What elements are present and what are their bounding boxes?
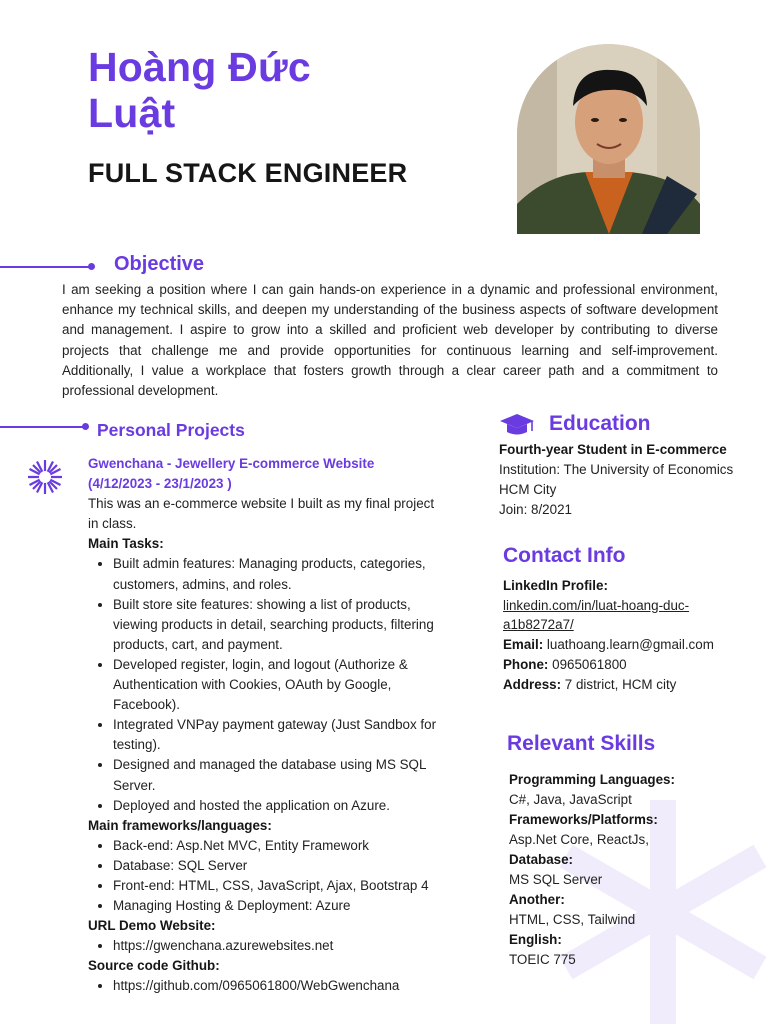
linkedin-link-cont[interactable]: a1b8272a7/ — [503, 617, 574, 633]
skill-value: C#, Java, JavaScript — [509, 792, 632, 807]
project-dates: (4/12/2023 - 23/1/2023 ) — [88, 476, 232, 492]
tasks-list — [88, 554, 448, 815]
skill-label: English: — [509, 932, 562, 947]
spiral-sun-icon — [27, 459, 63, 495]
linkedin-link[interactable]: linkedin.com/in/luat-hoang-duc- — [503, 597, 690, 613]
project-title: Gwenchana - Jewellery E-commerce Website — [88, 456, 375, 471]
source-url-link[interactable]: • https://github.com/0965061800/WebGwenchana — [113, 976, 448, 996]
tasks-label: Main Tasks: — [88, 536, 164, 552]
projects-divider-dot — [82, 423, 89, 430]
frameworks-label: Main frameworks/languages: — [88, 817, 272, 833]
address-label: Address: — [503, 676, 562, 692]
demo-url-link[interactable]: • https://gwenchana.azurewebsites.net — [113, 936, 448, 956]
source-list — [88, 976, 448, 996]
education-heading: Education — [549, 412, 651, 435]
list-item: • Built store site features: showing a list of products, viewing products in detail, searching products, filtering products, cart, and payment. — [113, 595, 448, 655]
list-item: • Developed register, login, and logout (Authorize & Authentication with Cookies, OAuth by Google, Facebook). — [113, 655, 448, 715]
skill-value: HTML, CSS, Tailwind — [509, 912, 636, 927]
objective-heading: Objective — [114, 253, 205, 275]
skill-value: TOEIC 775 — [509, 952, 576, 967]
skill-label: Programming Languages: — [509, 772, 675, 787]
phone-value: 0965061800 — [552, 656, 627, 672]
education-degree: Fourth-year Student in E-commerce — [499, 442, 727, 457]
contact-block — [503, 576, 753, 694]
email-row — [503, 635, 753, 655]
skills-heading: Relevant Skills — [507, 732, 656, 755]
phone-label: Phone: — [503, 656, 549, 672]
demo-label: URL Demo Website: — [88, 918, 216, 934]
skill-label: Frameworks/Platforms: — [509, 812, 658, 827]
linkedin-label: LinkedIn Profile: — [503, 578, 608, 593]
graduation-cap-icon — [499, 412, 535, 436]
phone-row — [503, 655, 753, 675]
projects-heading: Personal Projects — [97, 420, 245, 440]
objective-divider-dot — [88, 263, 95, 270]
source-label: Source code Github: — [88, 958, 220, 974]
frameworks-list — [88, 836, 448, 916]
objective-text: I am seeking a position where I can gain hands-on experience in a dynamic and professional environment, enhance my technical skills, and deepen my understanding of the business aspects of software development and management. I aspire to grow into a skilled and proficient web developer by contributing to diverse projects that challenge me and provide opportunities for continuous learning and self-improvement. Additionally, I value a workplace that fosters growth through a clear career path and a commitment to professional development. — [62, 282, 718, 399]
list-item: • Back-end: Asp.Net MVC, Entity Framework — [113, 836, 448, 856]
profile-photo — [517, 44, 700, 234]
address-value: 7 district, HCM city — [564, 676, 677, 692]
skill-label: Another: — [509, 892, 565, 907]
skill-label: Database: — [509, 852, 574, 867]
skills-block — [509, 770, 749, 970]
email-label: Email: — [503, 637, 544, 653]
candidate-name: Hoàng Đức Luật — [88, 44, 311, 136]
list-item: • Designed and managed the database using MS SQL Server. — [113, 755, 448, 795]
objective-divider — [0, 266, 90, 268]
education-institution: Institution: The University of Economics HCM City — [499, 462, 734, 497]
list-item: • Integrated VNPay payment gateway (Just Sandbox for testing). — [113, 715, 448, 755]
contact-heading: Contact Info — [503, 544, 626, 567]
education-join: Join: 8/2021 — [499, 502, 572, 517]
list-item: • Deployed and hosted the application on Azure. — [113, 796, 448, 816]
list-item: • Front-end: HTML, CSS, JavaScript, Ajax, Bootstrap 4 — [113, 876, 448, 896]
list-item: • Built admin features: Managing products, categories, customers, admins, and roles. — [113, 554, 448, 594]
projects-divider — [0, 426, 84, 428]
skill-value: Asp.Net Core, ReactJs, — [509, 832, 649, 847]
project-description: This was an e-commerce website I built as my final project in class. — [88, 496, 435, 532]
skill-value: MS SQL Server — [509, 872, 603, 887]
email-value[interactable]: luathoang.learn@gmail.com — [546, 637, 714, 653]
job-title: FULL STACK ENGINEER — [88, 158, 408, 188]
list-item: • Database: SQL Server — [113, 856, 448, 876]
demo-list — [88, 936, 448, 956]
address-row — [503, 675, 753, 695]
project-block — [88, 454, 448, 997]
education-block — [499, 440, 759, 520]
list-item: • Managing Hosting & Deployment: Azure — [113, 896, 448, 916]
